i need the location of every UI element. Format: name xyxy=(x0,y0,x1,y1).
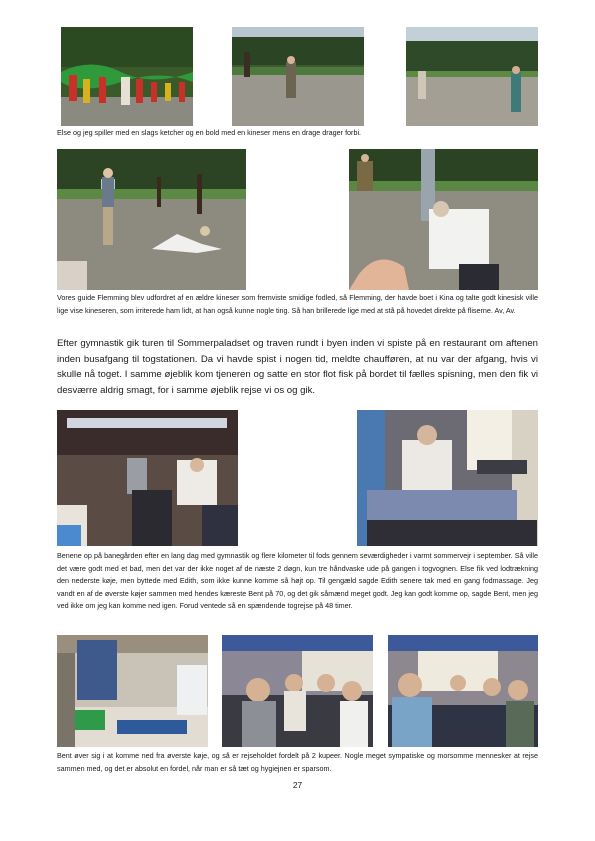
photo-train-foot-massage xyxy=(357,410,538,546)
photo-headstand xyxy=(349,149,538,290)
photo-dragon-parade xyxy=(61,27,193,126)
body-paragraph: Efter gymnastik gik turen til Sommerpaladset og traven rundt i byen inden vi spiste på en restaurant om aftenen inden busafgang til togstationen. Da vi havde spist i nogen tid, meldte chaufføren, at nu var der afgang, hvis vi skulle nå toget. I samme øjeblik kom tjeneren og satte en stor flot fisk på bordet til fælles spisning, men den fik vi desværre aldrig smagt, for i samme øjeblik rejse vi os og gik. xyxy=(57,338,538,396)
photo-group-compartment-2 xyxy=(388,635,538,747)
page-number: 27 xyxy=(292,780,303,790)
photo-group-compartment-1 xyxy=(222,635,373,747)
photo-park-path xyxy=(406,27,538,126)
caption-3: Benene op på banegården efter en lang dag med gymnastik og flere kilometer til fods gennem seværdigheder i varmt sommervejr i september. Så ville det være godt med et bad, men det var der ikke noget af de næste 2 døgn, kun tre håndvaske ude på gangen i togvognen. Else fik ved lodtrækning den nederste køje, men byttede med Edith, som ikke kunne komme så højt op. Til gengæld sagde Edith senere tak med en gang fodmassage. Jeg vandt en af de øverste køjer sammen med hendes kæreste Bent på 70, og det gik såmænd meget godt. Jeg kan godt komme op, sagde Bent, men jeg ved ikke om jeg kan komme ned igen. Forud ventede så en spændende togrejse på 48 timer. xyxy=(57,551,538,611)
photo-ketcher-game xyxy=(232,27,364,126)
photo-bent-upper-bunk xyxy=(57,635,208,747)
caption-4: Bent øver sig i at komme ned fra øverste køje, og så er rejseholdet fordelt på 2 kupeer. Nogle meget sympatiske og morsomme mennesker at rejse sammen med, og det er absolut en fordel, når man er så tæt og hygiejnen er sparsom. xyxy=(57,751,538,773)
photo-station-waiting xyxy=(57,410,238,546)
photo-old-man-stretch xyxy=(57,149,246,290)
caption-2: Vores guide Flemming blev udfordret af en ældre kineser som fremviste smidige fodled, så Flemming, der havde boet i Kina og talte godt kinesisk ville lige vise kineseren, som irriterede ham lidt, at han også kunne nogle ting. Så han brillerede lige med at stå på hovedet direkte på fliserne. Av, Av. xyxy=(57,293,538,315)
caption-1: Else og jeg spiller med en slags ketcher og en bold med en kineser mens en drage drager forbi. xyxy=(57,128,362,137)
